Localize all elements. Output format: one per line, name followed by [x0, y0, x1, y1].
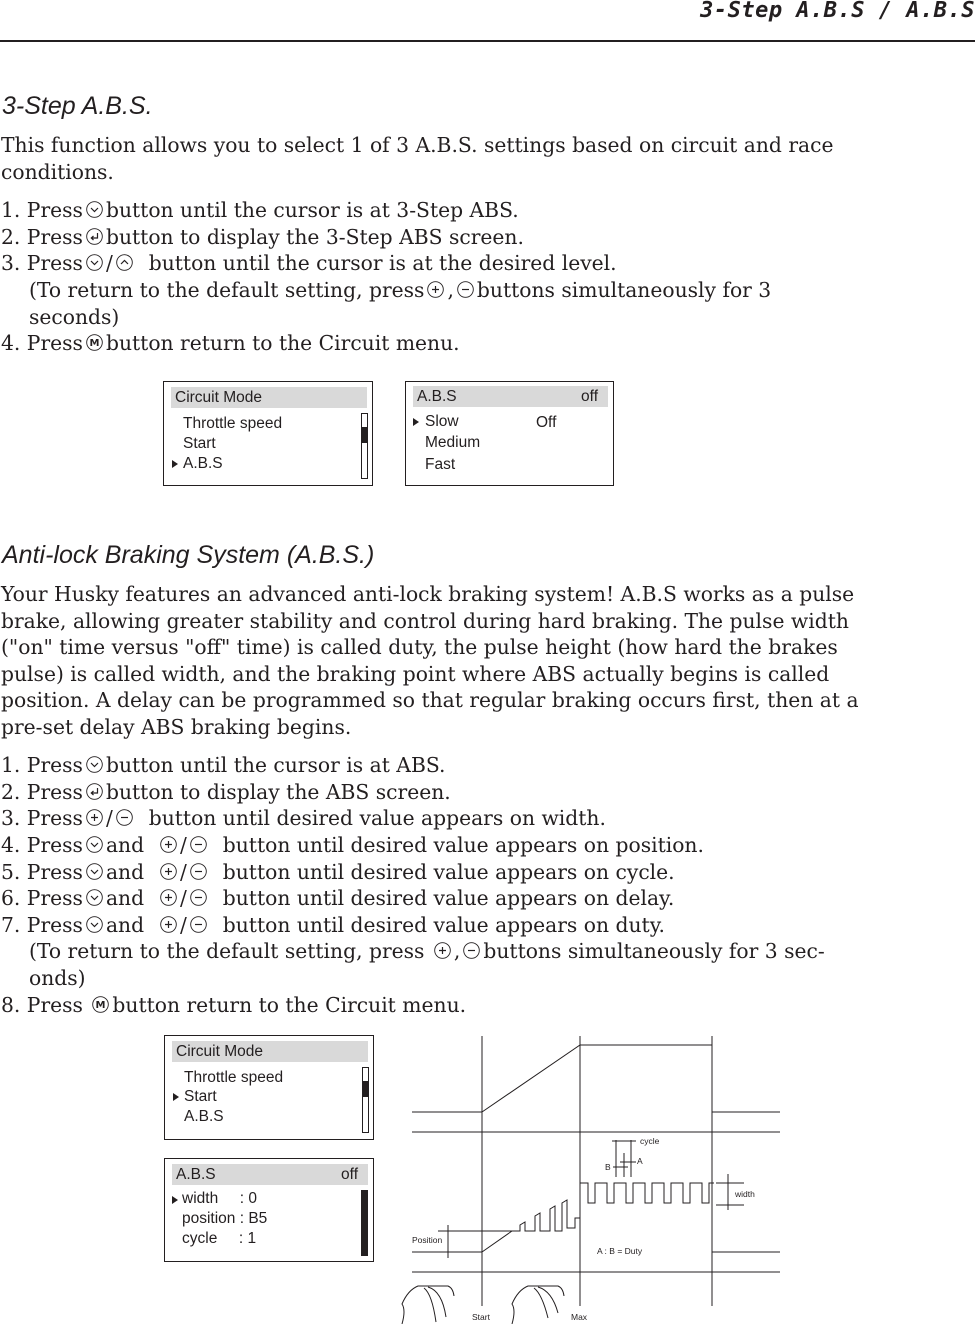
step-text: and [105, 833, 145, 857]
separator: , [447, 278, 454, 302]
section-title-3step: 3-Step A.B.S. [2, 92, 153, 120]
abs-level: Fast [425, 456, 456, 473]
step-text: button until the cursor is at the desired level. [148, 251, 617, 275]
step-text: buttons simultaneously for 3 [476, 278, 772, 302]
step-text: 6. Press [1, 886, 83, 910]
lcd-title-text: A.B.S [176, 1166, 216, 1183]
step-text: 4. Press [1, 833, 83, 857]
menu-item: Start [183, 435, 216, 452]
separator: / [105, 251, 113, 275]
label-b: B [605, 1162, 611, 1172]
step-text: button until desired value appears on duty. [222, 913, 665, 937]
intro-line: ("on" time versus "off" time) is called duty, the pulse height (how hard the brakes [1, 635, 838, 659]
section-title-abs: Anti-lock Braking System (A.B.S.) [2, 541, 375, 569]
label-cycle: cycle [640, 1136, 660, 1146]
abs-param-width: width : 0 [182, 1190, 257, 1207]
menu-item: A.B.S [183, 455, 223, 472]
step-text: (To return to the default setting, press [29, 939, 425, 963]
svg-text:M: M [95, 1000, 106, 1011]
reset-note-cont: onds) [29, 966, 86, 990]
step-text: button to display the 3-Step ABS screen. [105, 225, 524, 249]
separator: / [180, 886, 187, 910]
step-text: (To return to the default setting, press [29, 278, 425, 302]
abs-param-cycle: cycle : 1 [182, 1230, 257, 1247]
reset-note-cont: seconds) [29, 305, 120, 329]
step-text: 1. Press [1, 753, 83, 777]
step-text: button until desired value appears on cycle. [222, 860, 675, 884]
step-text: 3. Press [1, 251, 83, 275]
separator: / [105, 806, 113, 830]
label-position: Position [412, 1235, 443, 1245]
separator: / [180, 913, 187, 937]
step-text: button to display the ABS screen. [105, 780, 451, 804]
label-start: Start [472, 1312, 490, 1322]
step-text: button until desired value appears on delay. [222, 886, 675, 910]
step-text: buttons simultaneously for 3 sec- [483, 939, 825, 963]
step-text: button until the cursor is at ABS. [105, 753, 446, 777]
abs-param-position: position : B5 [182, 1210, 268, 1227]
intro-line: pulse) is called width, and the braking point where ABS actually begins is called [1, 662, 830, 686]
intro-line: Your Husky features an advanced anti-lock braking system! A.B.S works as a pulse [1, 582, 855, 606]
step-text: 5. Press [1, 860, 83, 884]
lcd-title: Circuit Mode [172, 1041, 368, 1062]
separator: / [180, 860, 187, 884]
menu-item: Throttle speed [184, 1069, 284, 1086]
abs-value: Off [536, 414, 557, 431]
label-max: Max [571, 1312, 588, 1322]
step-text: 3. Press [1, 806, 83, 830]
step-text: 4. Press [1, 331, 83, 355]
step-text: and [105, 860, 145, 884]
abs-status: off [341, 1166, 358, 1183]
step-text: 2. Press [1, 225, 83, 249]
intro-line: position. A delay can be programmed so that regular braking occurs first, then at a [1, 688, 859, 712]
step-text: 2. Press [1, 780, 83, 804]
separator: / [180, 833, 187, 857]
lcd-title-text: A.B.S [417, 388, 457, 405]
abs-level: Slow [425, 413, 459, 430]
intro-line: pre-set delay ABS braking begins. [1, 715, 352, 739]
label-width: width [735, 1189, 755, 1199]
step-text: button return to the Circuit menu. [112, 993, 467, 1017]
label-duty: A : B = Duty [597, 1246, 643, 1256]
step-text: and [105, 886, 145, 910]
svg-text:M: M [89, 338, 100, 349]
step-text: button return to the Circuit menu. [105, 331, 460, 355]
lcd-title: Circuit Mode [171, 387, 367, 408]
label-a: A [637, 1156, 643, 1166]
intro-line: brake, allowing greater stability and control during hard braking. The pulse width [1, 609, 849, 633]
menu-item: Start [184, 1088, 217, 1105]
page-header-title: 3-Step A.B.S / A.B.S [700, 0, 975, 23]
menu-item: A.B.S [184, 1108, 224, 1125]
step-text: 8. Press [1, 993, 83, 1017]
separator: , [453, 939, 461, 963]
intro-line: conditions. [1, 160, 114, 184]
abs-status: off [581, 388, 598, 405]
menu-item: Throttle speed [183, 415, 283, 432]
step-text: 1. Press [1, 198, 83, 222]
step-text: button until desired value appears on width. [148, 806, 606, 830]
intro-line: This function allows you to select 1 of 3 A.B.S. settings based on circuit and race [1, 133, 834, 157]
step-text: button until the cursor is at 3-Step ABS. [105, 198, 519, 222]
step-text: 7. Press [1, 913, 83, 937]
step-text: and [105, 913, 145, 937]
abs-level: Medium [425, 434, 481, 451]
step-text: button until desired value appears on position. [222, 833, 704, 857]
